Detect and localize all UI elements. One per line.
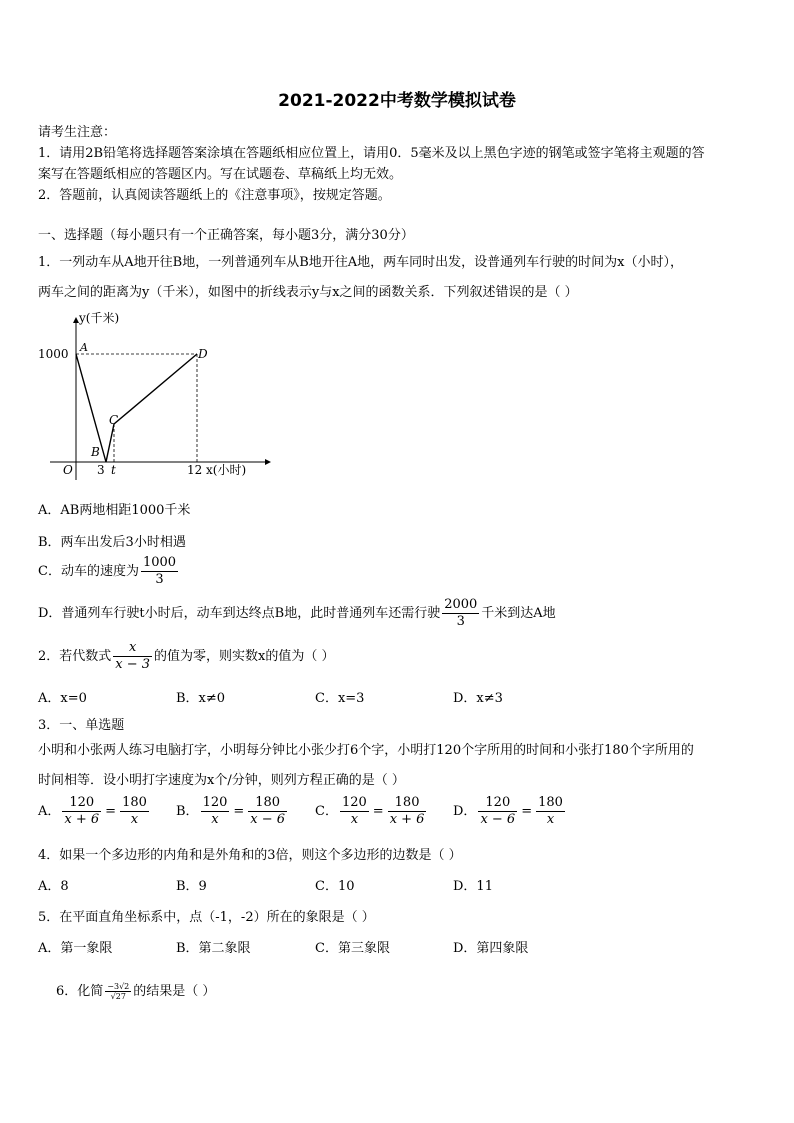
q5-option-b[interactable]: B．第二象限 bbox=[176, 941, 251, 956]
x-tick-t: t bbox=[111, 463, 116, 477]
frac-numerator: 120 bbox=[478, 795, 517, 812]
q1-option-c-text: C．动车的速度为 bbox=[38, 564, 139, 579]
frac-numerator: 1000 bbox=[142, 555, 177, 570]
q1-stem-a: 1．一列动车从A地开往B地，一列普通列车从B地开往A地，两车同时出发，设普通列车行驶的时间为x（小时）， bbox=[38, 255, 683, 270]
point-c-label: C bbox=[109, 413, 119, 427]
q3-stem-b: 时间相等．设小明打字速度为x个/分钟，则列方程正确的是（ ） bbox=[38, 773, 405, 788]
left-fraction bbox=[340, 795, 369, 828]
equals-sign: = bbox=[372, 804, 384, 819]
q4-option-b[interactable]: B．9 bbox=[176, 879, 207, 894]
q2-option-b[interactable]: B．x≠0 bbox=[176, 691, 226, 706]
frac-numerator: 120 bbox=[62, 795, 101, 812]
q4-stem: 4．如果一个多边形的内角和是外角和的3倍，则这个多边形的边数是（ ） bbox=[38, 848, 462, 863]
option-label: D． bbox=[453, 804, 477, 819]
x-tick-3: 3 bbox=[97, 463, 105, 477]
section-heading: 一、选择题（每小题只有一个正确答案，每小题3分，满分30分） bbox=[38, 228, 414, 243]
y-tick-1000: 1000 bbox=[38, 347, 69, 361]
frac-denominator bbox=[478, 812, 517, 828]
frac-numerator: 120 bbox=[202, 795, 228, 810]
frac-denominator bbox=[113, 657, 152, 673]
q1-option-a[interactable]: A．AB两地相距1000千米 bbox=[38, 503, 191, 518]
notice-heading: 请考生注意： bbox=[38, 125, 117, 140]
right-fraction bbox=[388, 795, 427, 828]
q1-function-graph bbox=[36, 306, 276, 486]
right-fraction bbox=[536, 795, 565, 828]
notice-line-1a: 1．请用2B铅笔将选择题答案涂填在答题纸相应位置上，请用0．5毫米及以上黑色字迹的钢笔或签字笔将主观题的答 bbox=[38, 146, 705, 161]
q3-stem-a: 小明和小张两人练习电脑打字，小明每分钟比小张少打6个字，小明打120个字所用的时间和小张打180个字所用的 bbox=[38, 743, 694, 758]
origin-label: O bbox=[63, 463, 73, 477]
frac-denominator: 3 bbox=[456, 614, 465, 629]
frac-denominator-text: x + 6 bbox=[389, 812, 425, 827]
frac-denominator-text: x bbox=[350, 812, 359, 827]
frac-denominator-text: x − 3 bbox=[115, 657, 151, 672]
q6-fraction bbox=[105, 982, 131, 1001]
x-axis-label: x(小时) bbox=[206, 463, 247, 477]
notice-line-1b: 案写在答题纸相应的答题区内。写在试题卷、草稿纸上均无效。 bbox=[38, 167, 403, 182]
frac-denominator-text: x bbox=[130, 812, 139, 827]
q4-option-c[interactable]: C．10 bbox=[315, 879, 355, 894]
point-d-label: D bbox=[198, 347, 208, 361]
q1-option-d-fraction bbox=[442, 597, 479, 630]
q1-option-d[interactable] bbox=[38, 597, 556, 630]
q3-option-b[interactable] bbox=[176, 795, 289, 828]
q2-stem bbox=[38, 640, 335, 673]
q5-stem: 5．在平面直角坐标系中，点（-1，-2）所在的象限是（ ） bbox=[38, 910, 375, 925]
frac-numerator: 180 bbox=[248, 795, 287, 812]
frac-numerator: 2000 bbox=[444, 597, 478, 612]
q1-stem-b: 两车之间的距离为y（千米），如图中的折线表示y与x之间的函数关系．下列叙述错误的是（ ） bbox=[38, 285, 578, 300]
q3-option-c[interactable] bbox=[315, 795, 428, 828]
q2-stem-pre: 2．若代数式 bbox=[38, 649, 112, 664]
q3-heading: 3．一、单选题 bbox=[38, 718, 125, 733]
q5-option-a[interactable]: A．第一象限 bbox=[38, 941, 113, 956]
right-fraction bbox=[120, 795, 149, 828]
q6-stem-pre: 6．化简 bbox=[56, 984, 104, 999]
q4-option-a[interactable]: A．8 bbox=[38, 879, 69, 894]
q2-fraction bbox=[113, 640, 152, 673]
frac-denominator-text: x bbox=[211, 812, 219, 827]
q2-option-c[interactable]: C．x=3 bbox=[315, 691, 365, 706]
q2-option-a[interactable]: A．x=0 bbox=[38, 691, 87, 706]
q2-option-d[interactable]: D．x≠3 bbox=[453, 691, 503, 706]
q3-option-d[interactable] bbox=[453, 795, 567, 828]
q1-option-c-fraction bbox=[141, 555, 178, 588]
q3-option-a[interactable] bbox=[38, 795, 151, 828]
frac-numerator-text: x bbox=[128, 640, 137, 655]
equals-sign: = bbox=[233, 804, 245, 819]
frac-denominator-text: x bbox=[546, 812, 555, 827]
q1-option-b[interactable]: B．两车出发后3小时相遇 bbox=[38, 535, 186, 550]
frac-numerator: 180 bbox=[122, 795, 147, 810]
q6-stem-post: 的结果是（ ） bbox=[133, 984, 216, 999]
left-fraction bbox=[62, 795, 101, 828]
left-fraction bbox=[201, 795, 230, 828]
x-tick-12: 12 bbox=[187, 463, 203, 477]
notice-line-2: 2．答题前，认真阅读答题纸上的《注意事项》，按规定答题。 bbox=[38, 188, 391, 203]
option-label: B． bbox=[176, 804, 199, 819]
left-fraction bbox=[478, 795, 517, 828]
frac-numerator: −3√2 bbox=[107, 982, 130, 991]
frac-denominator: √27 bbox=[110, 992, 126, 1001]
frac-denominator: 3 bbox=[155, 572, 164, 587]
frac-denominator bbox=[340, 812, 369, 828]
frac-denominator bbox=[248, 812, 287, 828]
frac-denominator bbox=[536, 812, 565, 828]
q2-stem-post: 的值为零，则实数x的值为（ ） bbox=[154, 649, 335, 664]
frac-numerator: 120 bbox=[341, 795, 367, 810]
equals-sign: = bbox=[105, 804, 117, 819]
frac-denominator-text: x − 6 bbox=[250, 812, 286, 827]
q1-option-c[interactable] bbox=[38, 555, 180, 588]
point-b-label: B bbox=[91, 445, 100, 459]
q6-stem bbox=[56, 980, 215, 1001]
option-label: C． bbox=[315, 804, 338, 819]
option-label: A． bbox=[38, 804, 61, 819]
q5-option-d[interactable]: D．第四象限 bbox=[453, 941, 529, 956]
y-axis-label: y(千米) bbox=[79, 311, 120, 325]
q5-option-c[interactable]: C．第三象限 bbox=[315, 941, 390, 956]
frac-denominator bbox=[388, 812, 427, 828]
frac-denominator bbox=[120, 812, 149, 828]
right-fraction bbox=[248, 795, 287, 828]
frac-numerator bbox=[113, 640, 152, 657]
page-title: 2021-2022中考数学模拟试卷 bbox=[278, 91, 516, 111]
q1-option-d-text-1: D．普通列车行驶t小时后，动车到达终点B地，此时普通列车还需行驶 bbox=[38, 606, 441, 621]
frac-numerator: 180 bbox=[388, 795, 427, 812]
frac-denominator-text: x − 6 bbox=[480, 812, 516, 827]
q1-option-d-text-2: 千米到达A地 bbox=[481, 606, 556, 621]
q4-option-d[interactable]: D．11 bbox=[453, 879, 493, 894]
frac-denominator-text: x + 6 bbox=[64, 812, 100, 827]
frac-denominator bbox=[62, 812, 101, 828]
equals-sign: = bbox=[521, 804, 533, 819]
point-a-label: A bbox=[80, 341, 88, 354]
frac-denominator bbox=[201, 812, 230, 828]
frac-numerator: 180 bbox=[538, 795, 563, 810]
